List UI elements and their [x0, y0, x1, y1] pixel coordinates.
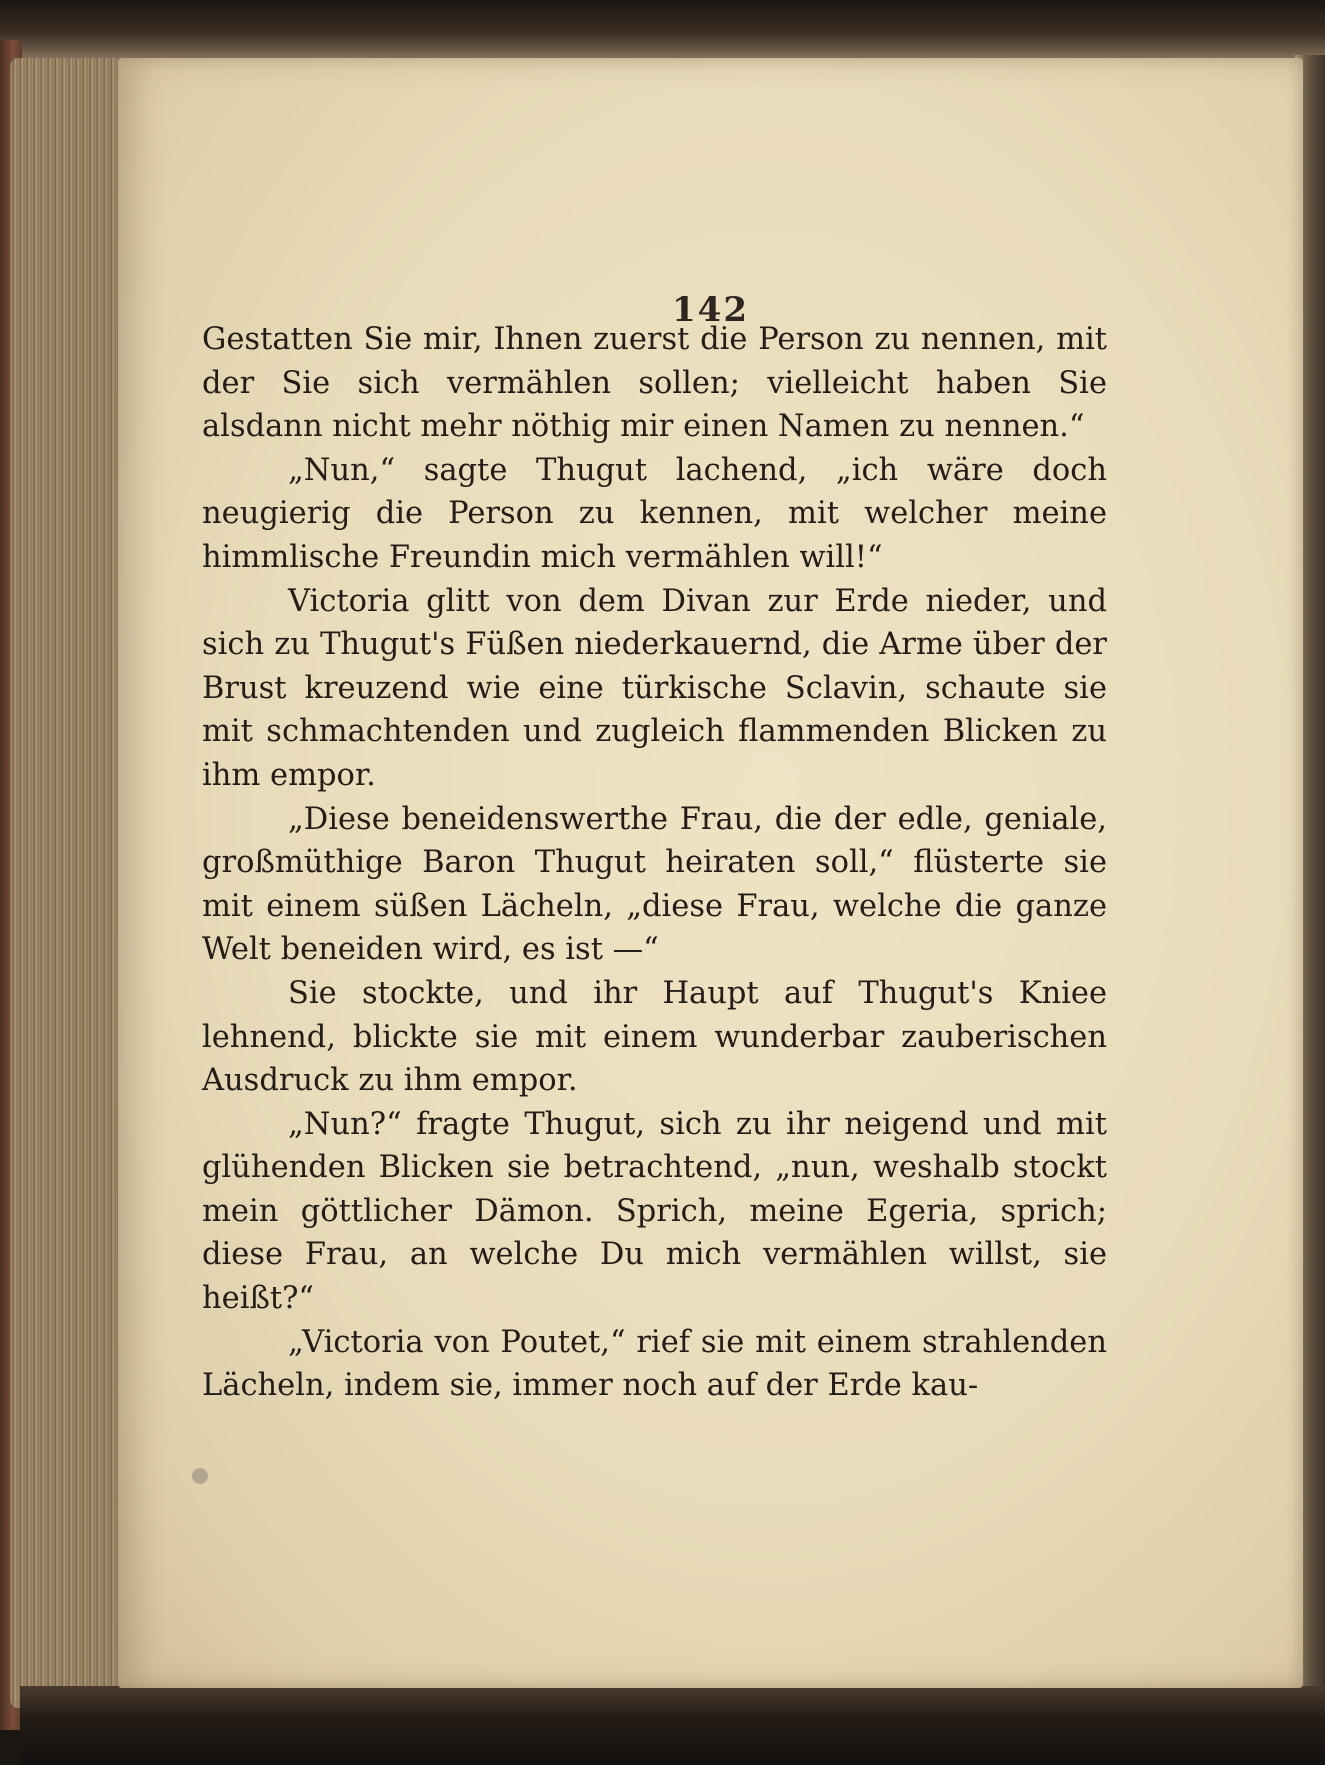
paragraph: Gestatten Sie mir, Ihnen zuerst die Person zu nennen, mit der Sie sich vermählen sollen; vielleicht haben Sie alsdann nicht mehr nöthig mir einen Namen zu nennen.“	[202, 322, 1107, 445]
paragraph: „Nun?“ fragte Thugut, sich zu ihr neigend und mit glühenden Blicken sie betrachtend, „nun, weshalb stockt mein göttlicher Dämon. Sprich, meine Egeria, sprich; diese Frau, an welche Du mich vermählen willst, sie heißt?“	[202, 1106, 1107, 1317]
book-bottom-edge	[20, 1686, 1325, 1765]
page-number: 142	[672, 290, 749, 330]
page-body-text	[202, 318, 1107, 1408]
paragraph: „Diese beneidenswerthe Frau, die der edle, geniale, großmüthige Baron Thugut heiraten soll,“ flüsterte sie mit einem süßen Lächeln, „diese Frau, welche die ganze Welt beneiden wird, es ist —“	[202, 801, 1107, 968]
page-stack-edges	[10, 58, 130, 1708]
paragraph: Victoria glitt von dem Divan zur Erde nieder, und sich zu Thugut's Füßen niederkauernd, die Arme über der Brust kreuzend wie eine türkische Sclavin, schaute sie mit schmachtenden und zugleich flammenden Blicken zu ihm empor.	[202, 583, 1107, 793]
paragraph: „Victoria von Poutet,“ rief sie mit einem strahlenden Lächeln, indem sie, immer noch auf der Erde kau-	[202, 1324, 1107, 1404]
paragraph: „Nun,“ sagte Thugut lachend, „ich wäre doch neugierig die Person zu kennen, mit welcher meine himmlische Freundin mich vermählen will!“	[202, 452, 1107, 575]
ink-spot	[192, 1468, 208, 1484]
paragraph: Sie stockte, und ihr Haupt auf Thugut's Kniee lehnend, blickte sie mit einem wunderbar zauberischen Ausdruck zu ihm empor.	[202, 975, 1107, 1099]
book-top-binding	[0, 0, 1325, 60]
